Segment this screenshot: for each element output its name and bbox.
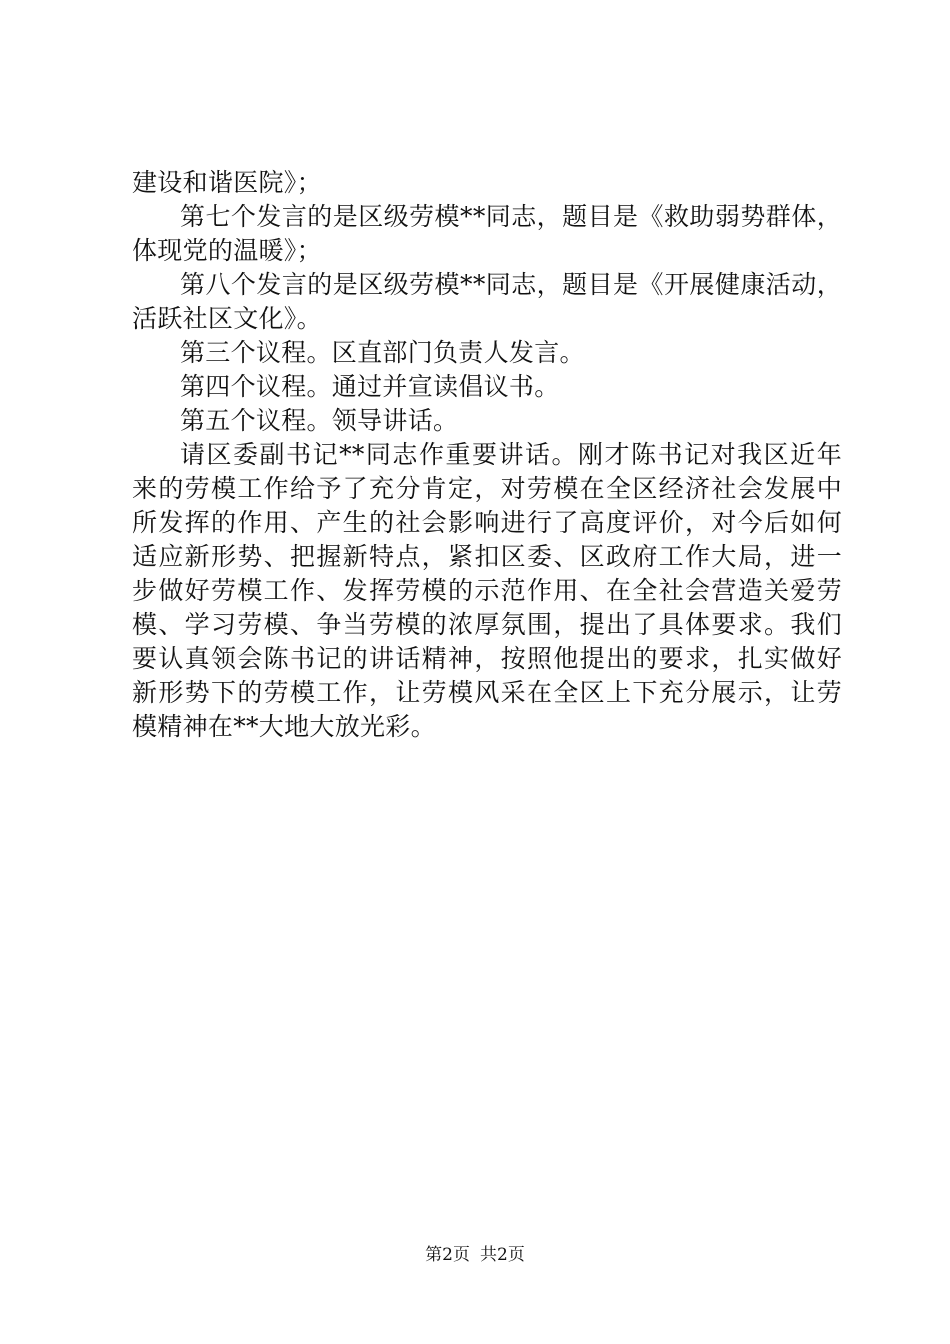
text-line: 步做好劳模工作、发挥劳模的示范作用、在全社会营造关爱劳 bbox=[132, 576, 842, 605]
text-line: 第三个议程。区直部门负责人发言。 bbox=[180, 338, 585, 367]
text-line: 活跃社区文化》。 bbox=[132, 304, 322, 333]
text-line: 来的劳模工作给予了充分肯定，对劳模在全区经济社会发展中 bbox=[132, 474, 842, 503]
text-line: 请区委副书记**同志作重要讲话。刚才陈书记对我区近年 bbox=[180, 440, 842, 469]
text-line: 体现党的温暖》； bbox=[132, 236, 322, 265]
text-line: 模精神在**大地大放光彩。 bbox=[132, 712, 436, 741]
text-line: 模、学习劳模、争当劳模的浓厚氛围，提出了具体要求。我们 bbox=[132, 610, 842, 639]
text-line: 新形势下的劳模工作，让劳模风采在全区上下充分展示，让劳 bbox=[132, 678, 842, 707]
text-line: 适应新形势、把握新特点，紧扣区委、区政府工作大局，进一 bbox=[132, 542, 842, 571]
text-line: 要认真领会陈书记的讲话精神，按照他提出的要求，扎实做好 bbox=[132, 644, 842, 673]
page-number-current: 第2页 bbox=[425, 1245, 470, 1265]
document-body bbox=[132, 166, 842, 744]
page-number-total: 共2页 bbox=[480, 1245, 525, 1265]
page-footer bbox=[0, 1243, 950, 1267]
text-line: 第五个议程。领导讲话。 bbox=[180, 406, 459, 435]
text-line: 第八个发言的是区级劳模**同志，题目是《开展健康活动， bbox=[180, 270, 842, 299]
text-line: 建设和谐医院》； bbox=[132, 168, 322, 197]
text-line: 所发挥的作用、产生的社会影响进行了高度评价，对今后如何 bbox=[132, 508, 842, 537]
text-line: 第四个议程。通过并宣读倡议书。 bbox=[180, 372, 560, 401]
text-line: 第七个发言的是区级劳模**同志，题目是《救助弱势群体， bbox=[180, 202, 842, 231]
